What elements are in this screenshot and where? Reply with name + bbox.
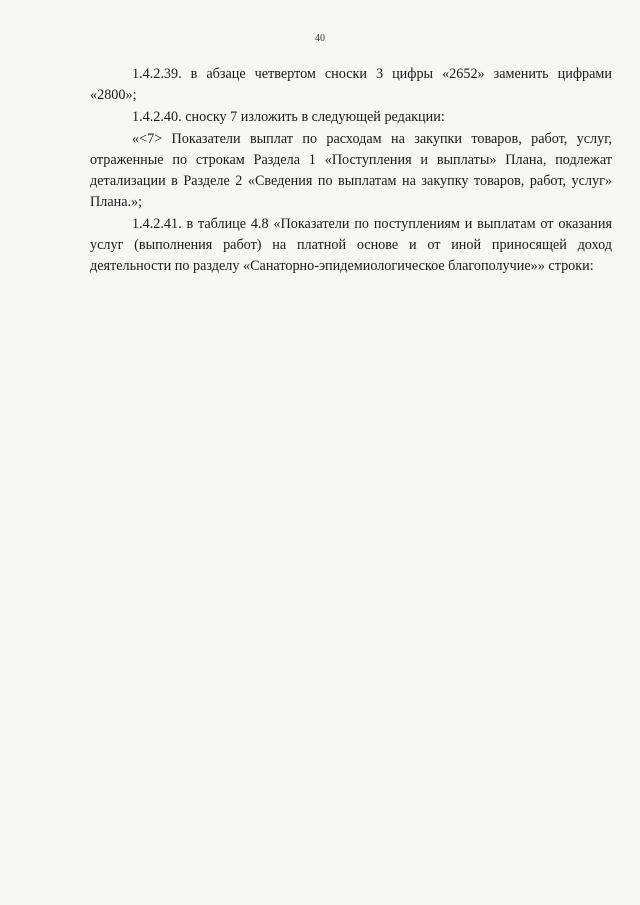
paragraph-1-4-2-40: 1.4.2.40. сноску 7 изложить в следующей редакции: [132,109,445,125]
paragraph-1-4-2-41: 1.4.2.41. в таблице 4.8 «Показатели по поступлениям и выплатам от оказания услуг (выполнения работ) на платной основе и от иной приносящей доход деятельности по разделу «Санаторно-эпидемиологическое благополучие»» строки: [90,216,612,274]
paragraph-footnote-7-text: «<7> Показатели выплат по расходам на закупки товаров, работ, услуг, отраженные по строкам Раздела 1 «Поступления и выплаты» Плана, подлежат детализации в Разделе 2 «Сведения по выплатам на закупку товаров, работ, услуг» Плана.»; [90,131,612,210]
document-body [90,64,612,277]
paragraph-1-4-2-39: 1.4.2.39. в абзаце четвертом сноски 3 цифры «2652» заменить цифрами «2800»; [90,66,612,103]
page-number: 40 [315,33,325,44]
